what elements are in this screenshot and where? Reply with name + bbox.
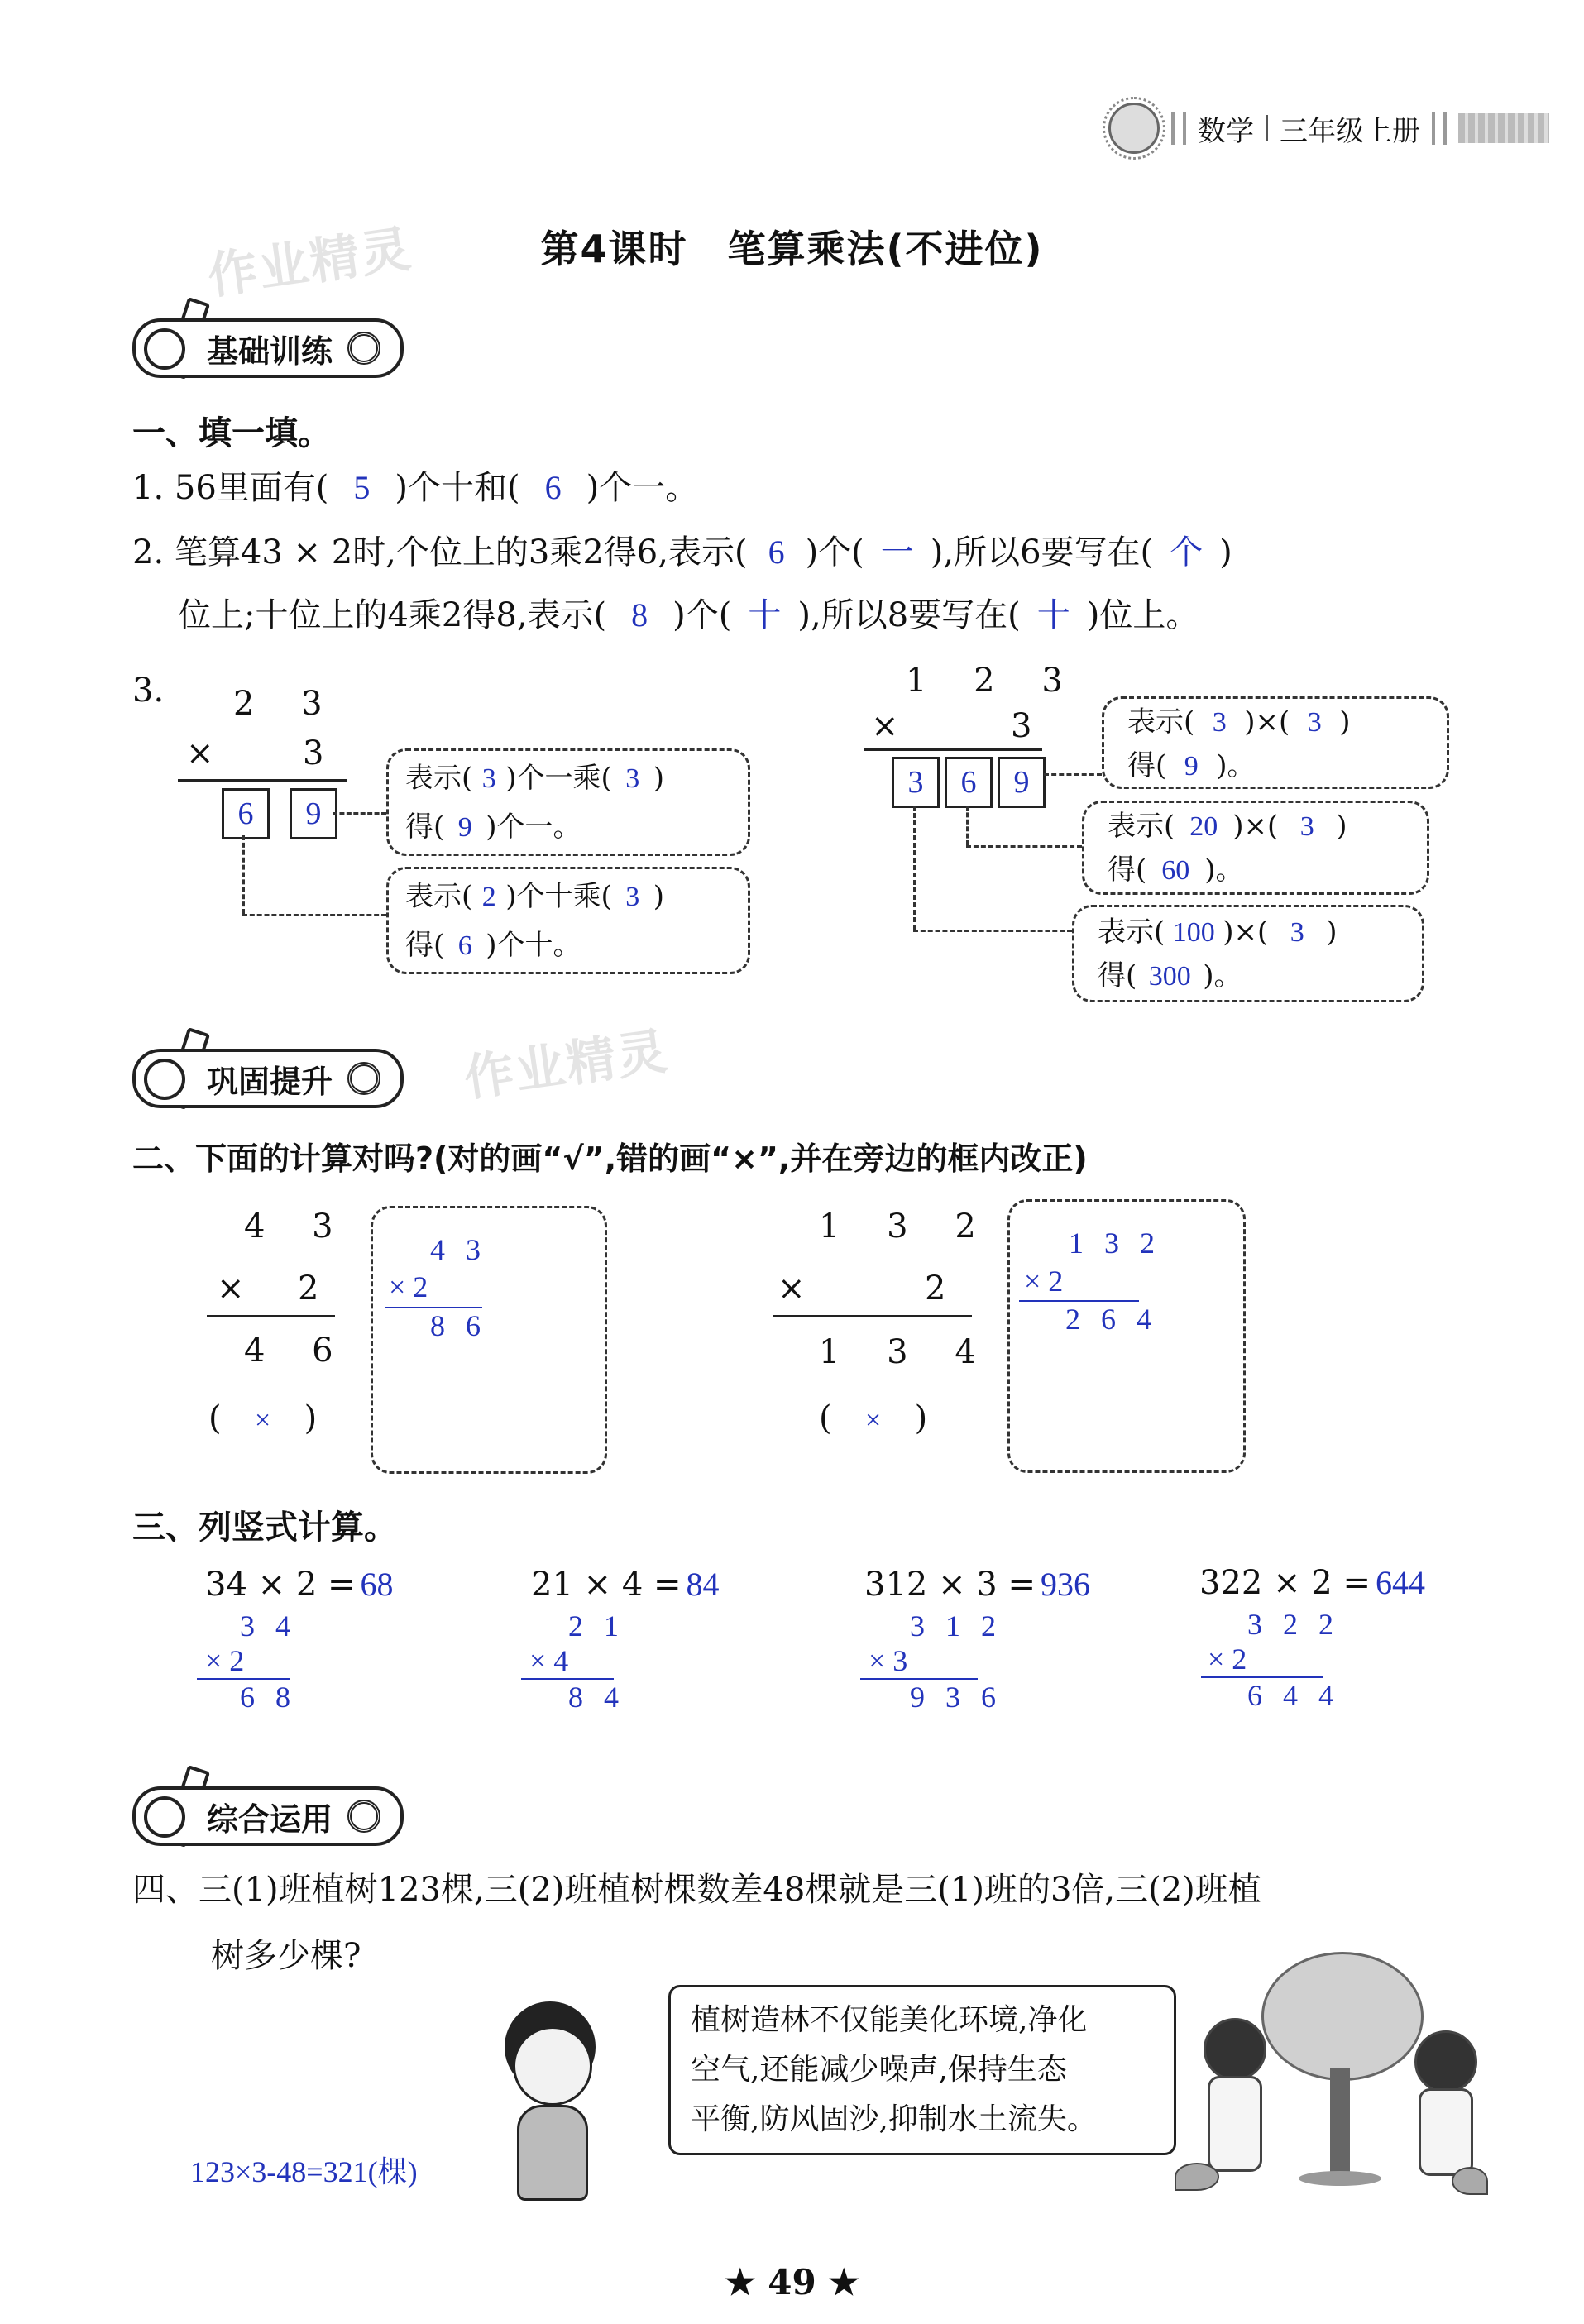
- watermark: 作业精灵: [461, 1022, 672, 1108]
- rule-line: [178, 779, 347, 782]
- q3-right-digit-box: 6: [945, 757, 993, 808]
- divider: [1432, 112, 1447, 145]
- text: )×(: [1223, 916, 1269, 949]
- expression: 21 × 4 =: [531, 1566, 682, 1604]
- q2-text: ): [1219, 533, 1232, 571]
- text: )个一。: [486, 811, 581, 844]
- q2-answer: 8: [631, 596, 648, 634]
- vertical-mul: × 3: [869, 1644, 908, 1677]
- answer: 9: [457, 812, 472, 843]
- text: 得(: [1127, 749, 1167, 782]
- section-title: 巩固提升: [207, 1063, 333, 1100]
- part3-heading: 三、列竖式计算。: [132, 1509, 397, 1547]
- decor-bar: [1458, 113, 1549, 143]
- tree-trunk: [1330, 2068, 1350, 2175]
- explain-box: [386, 748, 750, 856]
- answer: 3: [1212, 707, 1227, 738]
- lesson-title: 第4课时 笔算乘法(不进位): [540, 227, 1044, 271]
- girl-illustration: [488, 2001, 612, 2216]
- paren: (: [208, 1399, 222, 1437]
- vertical-top: 3 2 2: [1247, 1608, 1340, 1641]
- q2-answer: 十: [1036, 596, 1070, 634]
- q2-answer: 6: [768, 533, 785, 571]
- connector: [913, 806, 916, 930]
- connector: [966, 845, 1082, 848]
- p2-left-top: 4 3: [244, 1207, 352, 1246]
- text: ): [653, 762, 665, 795]
- paren: ): [914, 1399, 928, 1437]
- grade-label: 三年级上册: [1280, 114, 1420, 148]
- part4-answer: 123×3-48=321(棵): [190, 2155, 418, 2188]
- part1-heading: 一、填一填。: [132, 414, 331, 452]
- answer: 644: [1375, 1564, 1425, 1601]
- part4-line2: 树多少棵?: [211, 1937, 361, 1975]
- ring-icon: [347, 332, 380, 365]
- section-banner-apply: [132, 1786, 404, 1846]
- q2-text: )个(: [672, 596, 732, 634]
- p2-right-mul: ×: [778, 1270, 806, 1308]
- answer: 3: [1299, 811, 1314, 842]
- face: [513, 2026, 592, 2106]
- rule-line: [864, 748, 1042, 751]
- q1-text: )个十和(: [395, 469, 520, 507]
- text: ): [1326, 916, 1338, 949]
- p2-left-judge: [208, 1399, 317, 1437]
- answer: 3: [481, 763, 496, 794]
- text: 表示(: [1108, 810, 1175, 843]
- girl-head: [1414, 2030, 1477, 2093]
- q2-text: 2. 笔算43 × 2时,个位上的3乘2得6,表示(: [132, 533, 748, 571]
- calc-item: [531, 1565, 804, 1714]
- vertical-result: 9 3 6: [910, 1681, 1003, 1714]
- divider: [1266, 115, 1268, 141]
- text: )个十。: [486, 929, 581, 962]
- q1-text: )个一。: [586, 469, 699, 507]
- text: 表示(: [1098, 916, 1165, 949]
- calc-item: [864, 1565, 1146, 1714]
- boy-head: [1204, 2018, 1266, 2081]
- answer: 60: [1161, 855, 1190, 886]
- ring-icon: [347, 1800, 380, 1833]
- section-banner-basic: [132, 318, 404, 378]
- text: )个十乘(: [505, 880, 612, 913]
- answer: 2: [481, 882, 496, 912]
- fix-mul: × 2: [1024, 1265, 1064, 1298]
- boy-body: [1208, 2076, 1262, 2172]
- text: 表示(: [1127, 705, 1195, 739]
- speech-bubble: [668, 1985, 1176, 2155]
- soil: [1299, 2171, 1381, 2186]
- page-number: ★ 49 ★: [725, 2262, 859, 2302]
- ring-icon: [347, 1062, 380, 1095]
- p2-right-mul-num: 2: [925, 1270, 946, 1308]
- explain-box: [1102, 696, 1449, 789]
- q3-left-mul-num: 3: [303, 734, 324, 772]
- tree-planting-illustration: [1175, 1952, 1489, 2216]
- answer: 20: [1189, 811, 1218, 842]
- connector: [966, 806, 969, 845]
- judge-mark: ×: [865, 1405, 882, 1436]
- vertical-mul: × 4: [529, 1644, 569, 1677]
- q2-text: ),所以8要写在(: [797, 596, 1021, 634]
- text: 得(: [1108, 854, 1147, 887]
- correction-box: [371, 1206, 607, 1474]
- q3-right-digit-box: 9: [998, 757, 1046, 808]
- q2-answer: 一: [880, 533, 914, 571]
- text: )。: [1204, 854, 1244, 887]
- p2-right-top: 1 3 2: [819, 1207, 994, 1246]
- text: ): [653, 880, 665, 913]
- fix-mul: × 2: [389, 1270, 428, 1303]
- text: 表示(: [405, 762, 473, 795]
- vertical-top: 3 1 2: [910, 1609, 1003, 1643]
- vertical-result: 6 4 4: [1247, 1679, 1340, 1712]
- explain-box: [1082, 801, 1429, 895]
- explain-box: [386, 867, 750, 974]
- q3-right-digit-box: 3: [892, 757, 940, 808]
- fix-top: 4 3: [430, 1233, 487, 1266]
- part2-heading: 二、下面的计算对吗?(对的画“√”,错的画“×”,并在旁边的框内改正): [132, 1140, 1088, 1177]
- p2-right-result: 1 3 4: [819, 1333, 994, 1371]
- q1-answer-1: 5: [353, 469, 371, 506]
- answer: 936: [1040, 1566, 1090, 1603]
- expression: 322 × 2 =: [1199, 1564, 1371, 1602]
- p2-left-result: 4 6: [244, 1332, 352, 1370]
- text: )个一乘(: [505, 762, 612, 795]
- connector: [242, 914, 386, 916]
- q3-left-digit-box: 6: [222, 788, 270, 839]
- q3-left-digit-box: 9: [290, 788, 337, 839]
- question-2-line2: [178, 596, 1199, 634]
- girl-body: [1419, 2088, 1473, 2176]
- q3-right-mul-num: 3: [1011, 707, 1032, 745]
- question-1: [132, 469, 699, 507]
- fix-top: 1 3 2: [1069, 1227, 1161, 1260]
- text: )。: [1203, 959, 1242, 992]
- q2-answer: 十: [748, 596, 782, 634]
- bubble-line: 平衡,防风固沙,抑制水土流失。: [691, 2102, 1097, 2136]
- judge-mark: ×: [255, 1405, 271, 1436]
- fix-result: 8 6: [430, 1309, 487, 1342]
- answer: 300: [1148, 961, 1191, 992]
- vertical-result: 6 8: [240, 1681, 297, 1714]
- rule-line: [773, 1315, 972, 1317]
- q3-label: 3.: [132, 672, 165, 710]
- text: 表示(: [405, 880, 473, 913]
- paren: (: [819, 1399, 832, 1437]
- text: 得(: [405, 811, 445, 844]
- section-banner-consolidate: [132, 1049, 404, 1108]
- section-title: 综合运用: [207, 1800, 333, 1838]
- q2-text: )个(: [805, 533, 864, 571]
- q3-right-top: 1 2 3: [906, 662, 1081, 700]
- text: 得(: [405, 929, 445, 962]
- vertical-top: 3 4: [240, 1609, 297, 1643]
- watermark: 作业精灵: [204, 220, 416, 306]
- q2-answer: 个: [1170, 533, 1204, 571]
- question-2-line1: [132, 533, 1232, 571]
- q2-text: )位上。: [1086, 596, 1199, 634]
- q3-left-top: 2 3: [233, 685, 341, 723]
- q2-text: 位上;十位上的4乘2得8,表示(: [178, 596, 607, 634]
- q1-answer-2: 6: [544, 469, 562, 506]
- bubble-line: 植树造林不仅能美化环境,净化: [691, 2003, 1088, 2037]
- rule-line: [207, 1315, 335, 1317]
- answer: 6: [457, 930, 472, 961]
- answer: 3: [625, 882, 640, 912]
- vertical-mul: × 2: [1208, 1643, 1247, 1676]
- vertical-top: 2 1: [568, 1609, 625, 1643]
- page-header: [1108, 99, 1549, 157]
- bubble-line: 空气,还能减少噪声,保持生态: [691, 2053, 1067, 2087]
- connector: [242, 835, 245, 914]
- tree-icon: [1261, 1952, 1424, 2081]
- text: ): [1336, 810, 1347, 843]
- section-title: 基础训练: [207, 332, 333, 370]
- shovel-icon: [1175, 2163, 1219, 2191]
- part4-line1: [132, 1871, 1261, 1909]
- answer: 3: [1290, 917, 1304, 948]
- text: 得(: [1098, 959, 1137, 992]
- text: )×(: [1244, 705, 1290, 739]
- vertical-result: 8 4: [568, 1681, 625, 1714]
- text: ): [1339, 705, 1351, 739]
- text: )。: [1216, 749, 1256, 782]
- expression: 34 × 2 =: [205, 1566, 356, 1604]
- q3-left-mul: ×: [186, 734, 214, 772]
- calc-item: [1199, 1563, 1481, 1713]
- answer: 3: [625, 763, 640, 794]
- fix-result: 2 6 4: [1065, 1303, 1158, 1336]
- answer: 100: [1172, 917, 1215, 948]
- divider: [1171, 112, 1186, 145]
- text: )×(: [1232, 810, 1279, 843]
- subject-label: 数学: [1198, 114, 1254, 148]
- q3-right-mul: ×: [871, 707, 899, 745]
- connector: [333, 812, 386, 815]
- sun-icon: [1108, 103, 1160, 154]
- p2-left-mul: ×: [217, 1270, 245, 1308]
- calc-item: [205, 1565, 478, 1714]
- p2-left-mul-num: 2: [298, 1270, 319, 1308]
- connector: [913, 930, 1072, 932]
- answer: 84: [686, 1566, 720, 1603]
- p2-right-judge: [819, 1399, 927, 1437]
- expression: 312 × 3 =: [864, 1566, 1036, 1604]
- body: [517, 2105, 588, 2201]
- shovel-icon: [1452, 2167, 1488, 2195]
- vertical-mul: × 2: [205, 1644, 245, 1677]
- paren: ): [304, 1399, 318, 1437]
- answer: 3: [1307, 707, 1322, 738]
- q2-text: ),所以6要写在(: [930, 533, 1154, 571]
- answer: 68: [360, 1566, 394, 1603]
- connector: [1044, 773, 1102, 776]
- explain-box: [1072, 905, 1424, 1002]
- problem-text: 四、三(1)班植树123棵,三(2)班植树棵数差48棵就是三(1)班的3倍,三(2)班植: [132, 1871, 1261, 1909]
- q1-text: 1. 56里面有(: [132, 469, 329, 507]
- answer: 9: [1184, 751, 1199, 782]
